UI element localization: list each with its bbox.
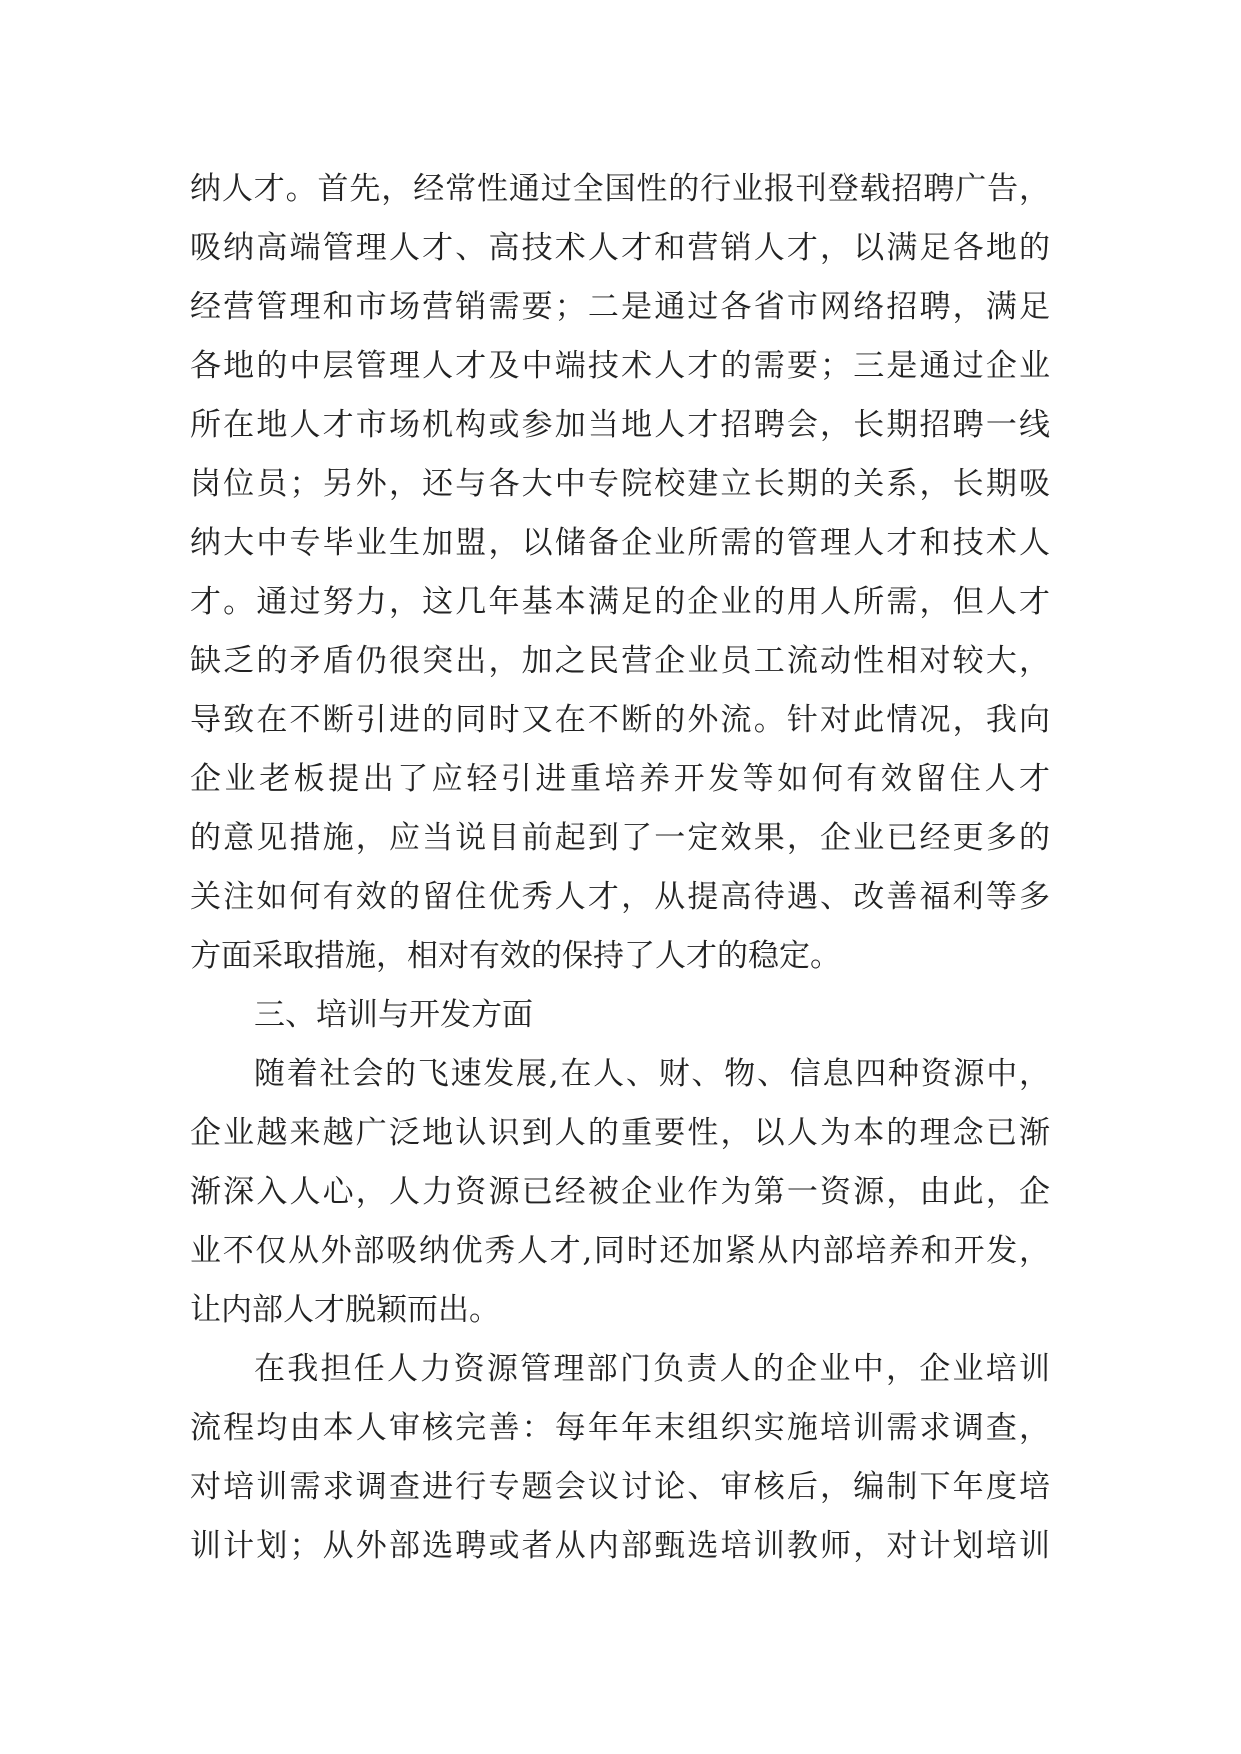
text-line: 渐深入人心，人力资源已经被企业作为第一资源，由此，企 [190,1174,1050,1210]
text-line: 随着社会的飞速发展,在人、财、物、信息四种资源中， [254,1056,1050,1092]
text-line: 所在地人才市场机构或参加当地人才招聘会，长期招聘一线 [190,407,1050,443]
text-line: 经营管理和市场营销需要；二是通过各省市网络招聘，满足 [190,289,1050,325]
text-line: 业不仅从外部吸纳优秀人才,同时还加紧从内部培养和开发， [190,1233,1050,1269]
text-line: 导致在不断引进的同时又在不断的外流。针对此情况，我向 [190,702,1050,738]
text-line: 的意见措施，应当说目前起到了一定效果，企业已经更多的 [190,820,1050,856]
text-line: 让内部人才脱颖而出。 [190,1292,500,1328]
text-line: 在我担任人力资源管理部门负责人的企业中，企业培训 [254,1351,1050,1387]
text-line: 关注如何有效的留住优秀人才，从提高待遇、改善福利等多 [190,879,1050,915]
text-line: 企业越来越广泛地认识到人的重要性，以人为本的理念已渐 [190,1115,1050,1151]
section-heading: 三、培训与开发方面 [254,997,533,1033]
text-line: 岗位员；另外，还与各大中专院校建立长期的关系，长期吸 [190,466,1050,502]
text-line: 才。通过努力，这几年基本满足的企业的用人所需，但人才 [190,584,1050,620]
document-body [190,160,1050,1576]
text-line: 训计划；从外部选聘或者从内部甄选培训教师，对计划培训 [190,1528,1050,1564]
text-line: 企业老板提出了应轻引进重培养开发等如何有效留住人才 [190,761,1050,797]
text-line: 缺乏的矛盾仍很突出，加之民营企业员工流动性相对较大， [190,643,1050,679]
text-line: 纳人才。首先，经常性通过全国性的行业报刊登载招聘广告， [190,171,1050,207]
text-line: 各地的中层管理人才及中端技术人才的需要；三是通过企业 [190,348,1050,384]
text-line: 纳大中专毕业生加盟，以储备企业所需的管理人才和技术人 [190,525,1050,561]
text-line: 对培训需求调查进行专题会议讨论、审核后，编制下年度培 [190,1469,1050,1505]
text-line: 流程均由本人审核完善：每年年末组织实施培训需求调查， [190,1410,1050,1446]
text-line: 吸纳高端管理人才、高技术人才和营销人才，以满足各地的 [190,230,1050,266]
text-line: 方面采取措施，相对有效的保持了人才的稳定。 [190,938,841,974]
